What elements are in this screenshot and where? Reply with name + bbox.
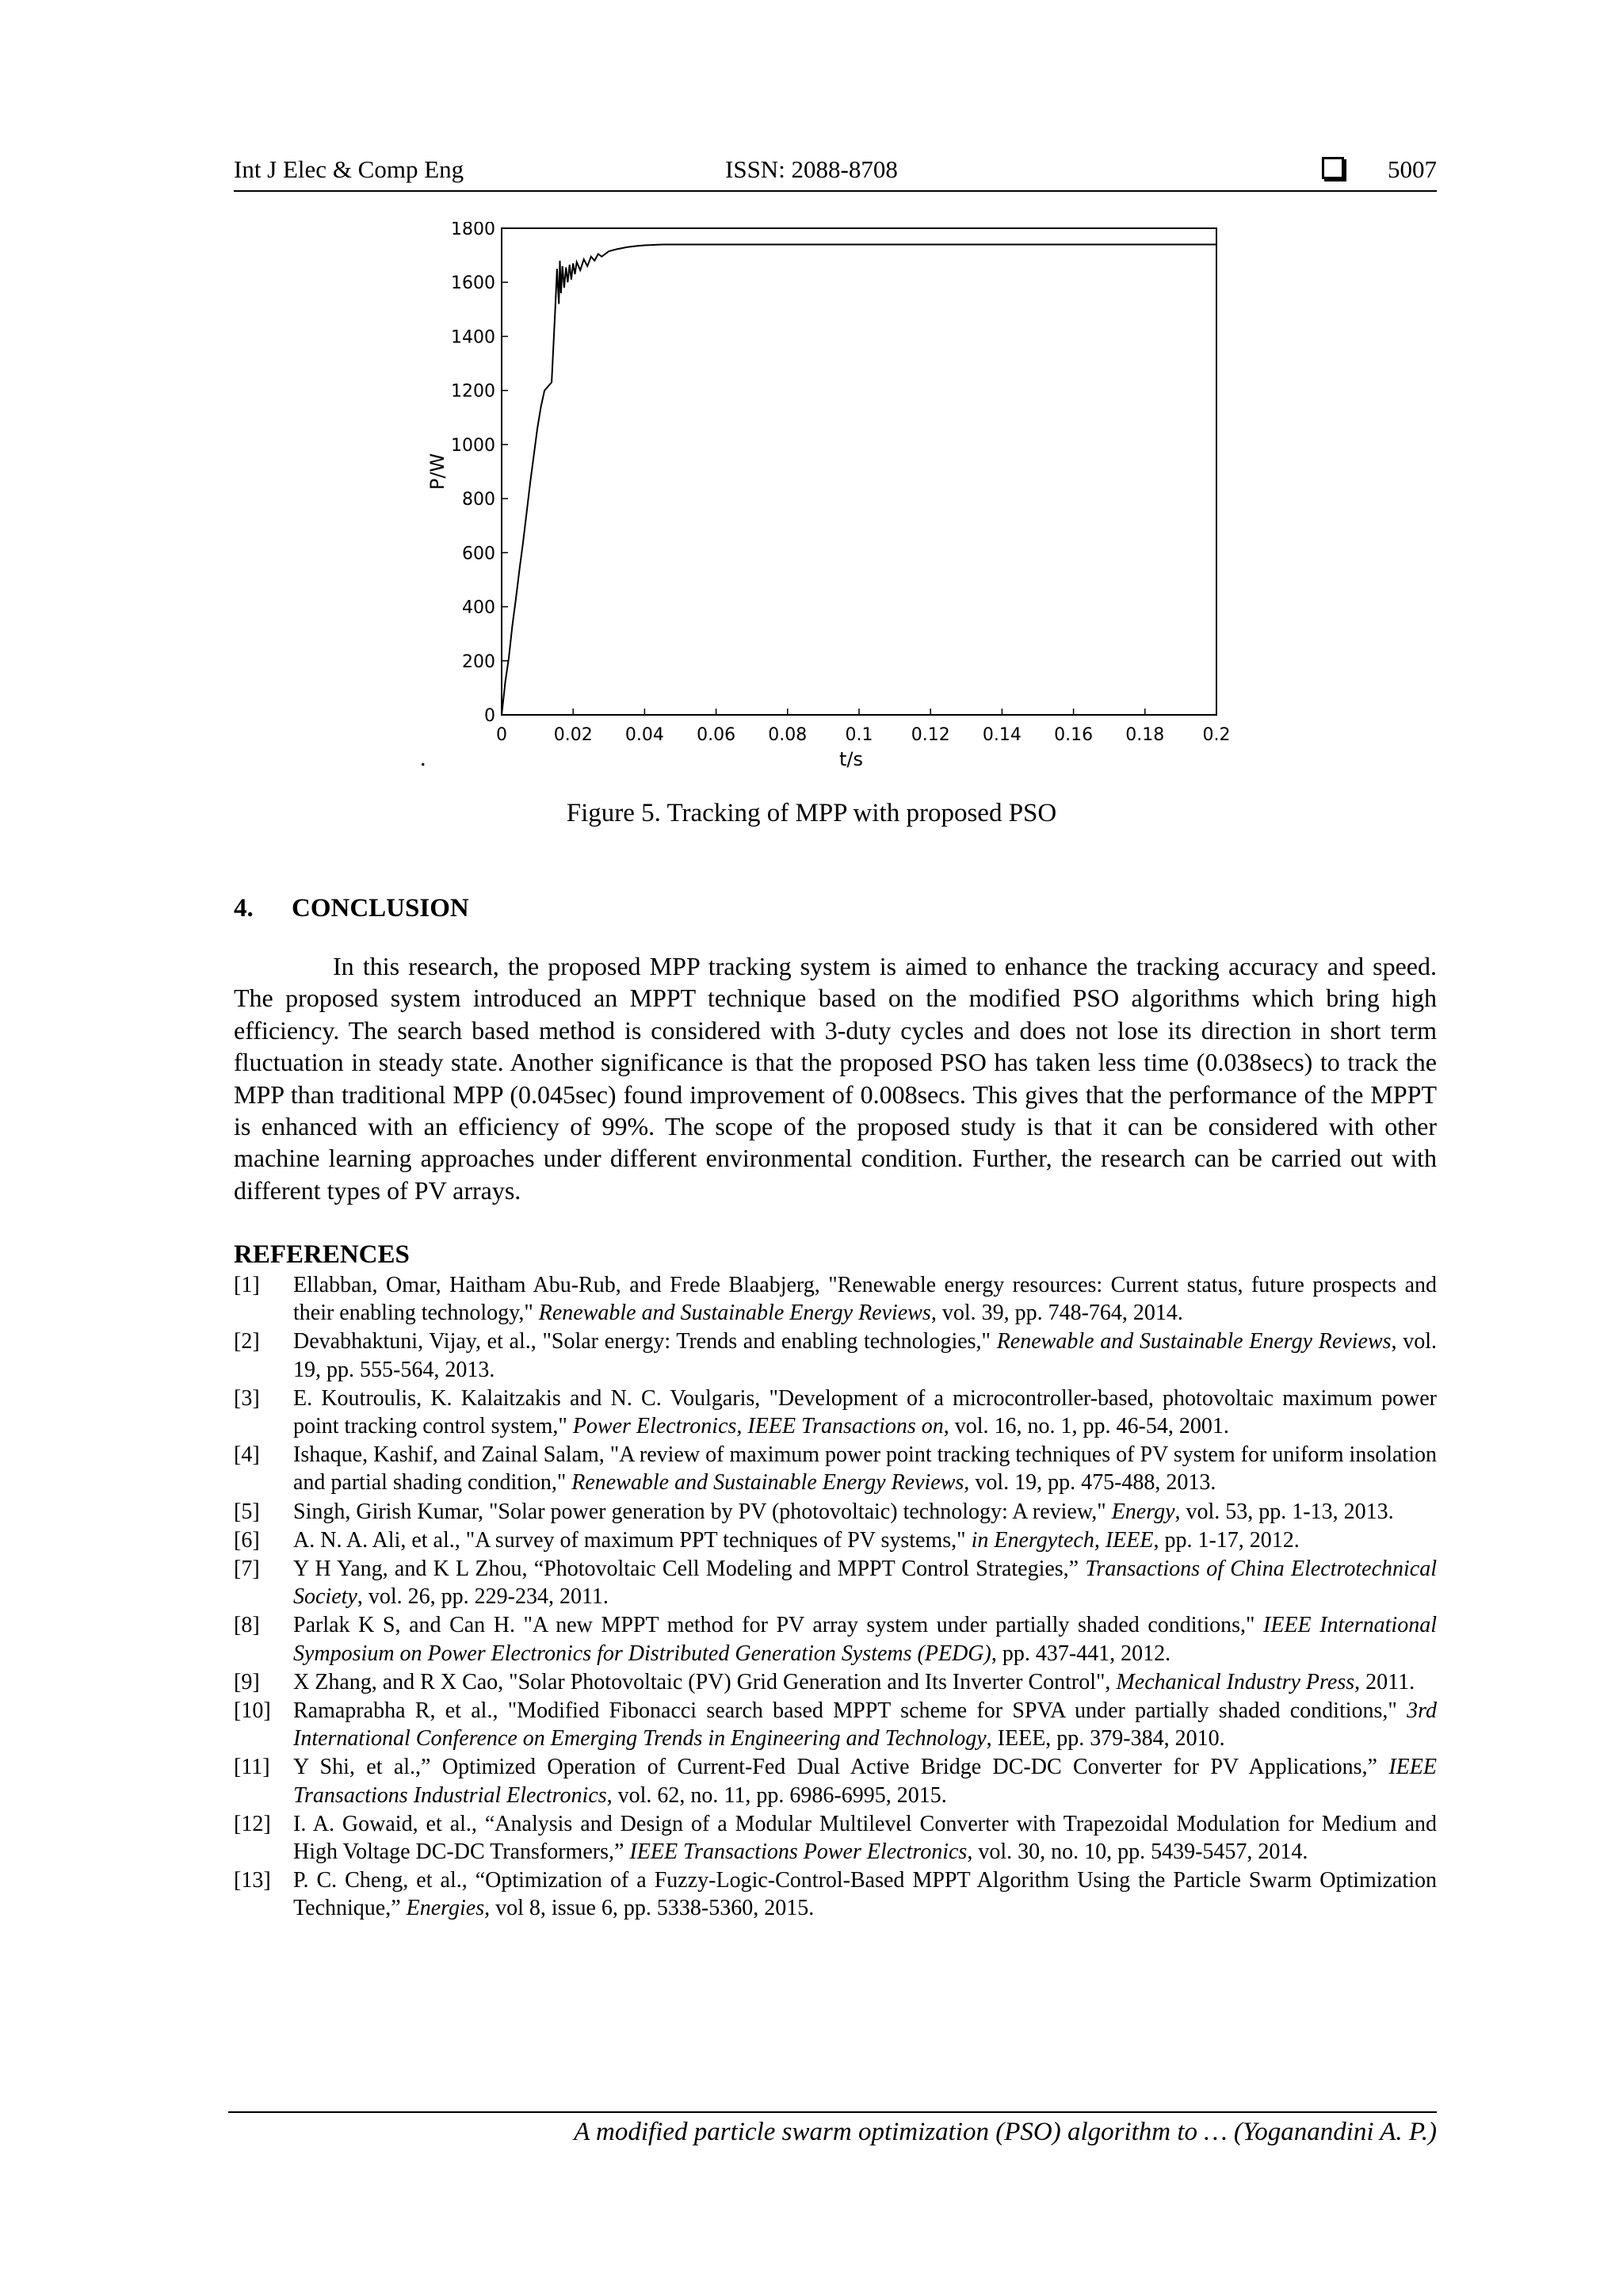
page-number-group — [1322, 155, 1437, 184]
figure-caption: Figure 5. Tracking of MPP with proposed PSO — [566, 799, 1057, 827]
x-tick-label: 0.06 — [697, 725, 736, 745]
reference-number: [13] — [234, 1868, 271, 1893]
x-tick-label: 0.08 — [768, 725, 808, 745]
reference-number: [8] — [234, 1613, 260, 1638]
y-axis-label: P/W — [426, 453, 449, 491]
page-header — [234, 155, 1437, 192]
reference-details: , 2011. — [1354, 1669, 1415, 1694]
page-number: 5007 — [1388, 155, 1437, 183]
references-heading: REFERENCES — [234, 1240, 410, 1269]
reference-list — [234, 1271, 1437, 1924]
reference-number: [10] — [234, 1698, 271, 1724]
reference-number: [2] — [234, 1329, 260, 1354]
x-tick-label: 0.02 — [553, 725, 593, 745]
reference-number: [4] — [234, 1442, 260, 1468]
reference-venue: Energy — [1111, 1499, 1175, 1524]
reference-text: E. Koutroulis, K. Kalaitzakis and N. C. Voulgaris, "Development of a microcontroller-based, photovoltaic maximum power point tracking control system," — [293, 1385, 1437, 1439]
reference-details: , vol. 62, no. 11, pp. 6986-6995, 2015. — [606, 1782, 947, 1808]
reference-venue: Transactions of China Electrotechnical Society — [293, 1557, 1437, 1610]
reference-details: , vol. 30, no. 10, pp. 5439-5457, 2014. — [967, 1839, 1308, 1865]
reference-venue: Renewable and Sustainable Energy Reviews, — [571, 1470, 970, 1496]
reference-item — [234, 1555, 1437, 1610]
y-tick-label: 400 — [462, 598, 495, 618]
y-tick-label: 1200 — [451, 381, 495, 402]
reference-venue: Power Electronics, IEEE Transactions on — [572, 1414, 944, 1439]
reference-item — [234, 1498, 1437, 1526]
reference-item — [234, 1385, 1437, 1440]
y-tick-label: 1600 — [451, 273, 495, 294]
x-tick-label: 0.18 — [1125, 725, 1165, 745]
footer-divider — [228, 2111, 1437, 2113]
reference-item — [234, 1866, 1437, 1922]
power-tracking-chart — [412, 222, 1252, 777]
y-tick-label: 600 — [462, 544, 495, 564]
conclusion-paragraph: In this research, the proposed MPP tracking system is aimed to enhance the tracking accuracy and speed. The proposed system introduced an MPPT technique based on the modified PSO algorithms which bring high efficiency. The search based method is considered with 3-duty cycles and does not lose its direction in short term fluctuation in steady state. Another significance is that the proposed PSO has taken less time (0.038secs) to track the MPP than traditional MPP (0.045sec) found improvement of 0.008secs. This gives that the performance of the MPPT is enhanced with an efficiency of 99%. The scope of the proposed study is that it can be considered with other machine learning approaches under different environmental condition. Further, the research can be carried out with different types of PV arrays. — [234, 952, 1437, 1205]
reference-item — [234, 1810, 1437, 1866]
x-tick-label: 0 — [496, 725, 507, 745]
reference-details: , vol. 19, pp. 555-564, 2013. — [293, 1329, 1438, 1382]
reference-item — [234, 1441, 1437, 1496]
y-tick-label: 1400 — [451, 327, 495, 348]
reference-venue: Renewable and Sustainable Energy Reviews — [996, 1329, 1392, 1354]
reference-number: [12] — [234, 1811, 271, 1836]
reference-item — [234, 1611, 1437, 1667]
reference-details: , vol. 26, pp. 229-234, 2011. — [357, 1584, 609, 1610]
reference-text: P. C. Cheng, et al., “Optimization of a Fuzzy-Logic-Control-Based MPPT Algorithm Using the Particle Swarm Optimization Technique,” — [293, 1868, 1437, 1921]
reference-text: A. N. A. Ali, et al., "A survey of maximum PPT techniques of PV systems," — [293, 1527, 972, 1553]
x-tick-label: 0.16 — [1054, 725, 1094, 745]
x-tick-label: 0.04 — [624, 725, 664, 745]
y-tick-label: 200 — [462, 651, 495, 672]
reference-item — [234, 1271, 1437, 1327]
reference-text: X Zhang, and R X Cao, "Solar Photovoltaic (PV) Grid Generation and Its Inverter Control", — [293, 1669, 1117, 1694]
reference-details: vol. 19, pp. 475-488, 2013. — [969, 1470, 1216, 1496]
reference-number: [1] — [234, 1273, 260, 1297]
reference-venue: IEEE Transactions Power Electronics — [629, 1839, 968, 1865]
x-tick-label: 0.2 — [1202, 725, 1231, 745]
reference-text: Parlak K S, and Can H. "A new MPPT method for PV array system under partially shaded conditions," — [293, 1613, 1264, 1638]
reference-item — [234, 1668, 1437, 1696]
reference-text: I. A. Gowaid, et al., “Analysis and Design of a Modular Multilevel Converter with Trapezoidal Modulation for Medium and High Voltage DC-DC Transformers,” — [293, 1811, 1437, 1865]
reference-item — [234, 1753, 1437, 1809]
reference-text: Y Shi, et al.,” Optimized Operation of Current-Fed Dual Active Bridge DC-DC Converter for PV Applications,” — [293, 1755, 1389, 1780]
y-tick-label: 0 — [484, 706, 495, 726]
journal-name: Int J Elec & Comp Eng — [234, 155, 464, 183]
reference-text: Ramaprabha R, et al., "Modified Fibonacci search based MPPT scheme for SPVA under partially shaded conditions," — [293, 1698, 1407, 1724]
x-tick-label: 0.12 — [911, 725, 950, 745]
reference-number: [3] — [234, 1385, 260, 1411]
x-tick-label: 0.14 — [982, 725, 1022, 745]
conclusion-heading — [234, 894, 469, 923]
x-tick-label: 0.1 — [845, 725, 873, 745]
reference-number: [6] — [234, 1527, 260, 1553]
reference-text: Y H Yang, and K L Zhou, “Photovoltaic Cell Modeling and MPPT Control Strategies,” — [293, 1557, 1086, 1582]
plot-frame — [502, 228, 1216, 715]
x-axis-label: t/s — [839, 748, 863, 770]
figure-5 — [412, 222, 1252, 777]
reference-venue: IEEE International Symposium on Power Electronics for Distributed Generation Systems (PEDG) — [293, 1613, 1437, 1666]
reference-details: , pp. 437-441, 2012. — [991, 1641, 1171, 1666]
y-tick-label: 800 — [462, 490, 495, 510]
reference-text: Ishaque, Kashif, and Zainal Salam, "A review of maximum power point tracking techniques of PV system for uniform insolation and partial shading condition," — [293, 1442, 1437, 1496]
section-number: 4. — [234, 894, 254, 923]
reference-venue: Renewable and Sustainable Energy Reviews — [538, 1301, 931, 1326]
y-tick-label: 1000 — [451, 435, 495, 456]
issn: ISSN: 2088-8708 — [725, 155, 898, 183]
reference-details: , vol. 53, pp. 1-13, 2013. — [1174, 1499, 1394, 1524]
reference-number: [7] — [234, 1557, 260, 1582]
reference-details: , vol. 16, no. 1, pp. 46-54, 2001. — [943, 1414, 1229, 1439]
reference-item — [234, 1328, 1437, 1383]
reference-venue: Energies, — [406, 1896, 491, 1921]
reference-number: [5] — [234, 1499, 260, 1524]
reference-details: vol 8, issue 6, pp. 5338-5360, 2015. — [490, 1896, 815, 1921]
reference-details: , IEEE, pp. 379-384, 2010. — [986, 1726, 1225, 1752]
reference-venue: in Energytech, IEEE — [971, 1527, 1154, 1553]
running-title: A modified particle swarm optimization (PSO) algorithm to … (Yoganandini A. P.) — [574, 2118, 1437, 2146]
reference-details: , vol. 39, pp. 748-764, 2014. — [930, 1301, 1183, 1326]
reference-text: Devabhaktuni, Vijay, et al., "Solar energy: Trends and enabling technologies," — [293, 1329, 997, 1354]
reference-text: Singh, Girish Kumar, "Solar power generation by PV (photovoltaic) technology: A review," — [293, 1499, 1112, 1524]
reference-venue: Mechanical Industry Press — [1116, 1669, 1355, 1694]
reference-details: , pp. 1-17, 2012. — [1153, 1527, 1300, 1553]
reference-item — [234, 1697, 1437, 1752]
stray-mark: . — [420, 745, 426, 771]
reference-number: [9] — [234, 1669, 260, 1694]
section-title: CONCLUSION — [292, 894, 469, 923]
reference-venue: IEEE Transactions Industrial Electronics — [293, 1755, 1437, 1808]
reference-text: Ellabban, Omar, Haitham Abu-Rub, and Frede Blaabjerg, "Renewable energy resources: Current status, future prospects and their enabling technology," — [293, 1273, 1437, 1326]
reference-item — [234, 1526, 1437, 1554]
y-tick-label: 1800 — [451, 222, 495, 239]
reference-number: [11] — [234, 1755, 270, 1780]
reference-venue: 3rd International Conference on Emerging Trends in Engineering and Technology — [293, 1698, 1437, 1752]
checkbox-icon — [1322, 157, 1344, 179]
